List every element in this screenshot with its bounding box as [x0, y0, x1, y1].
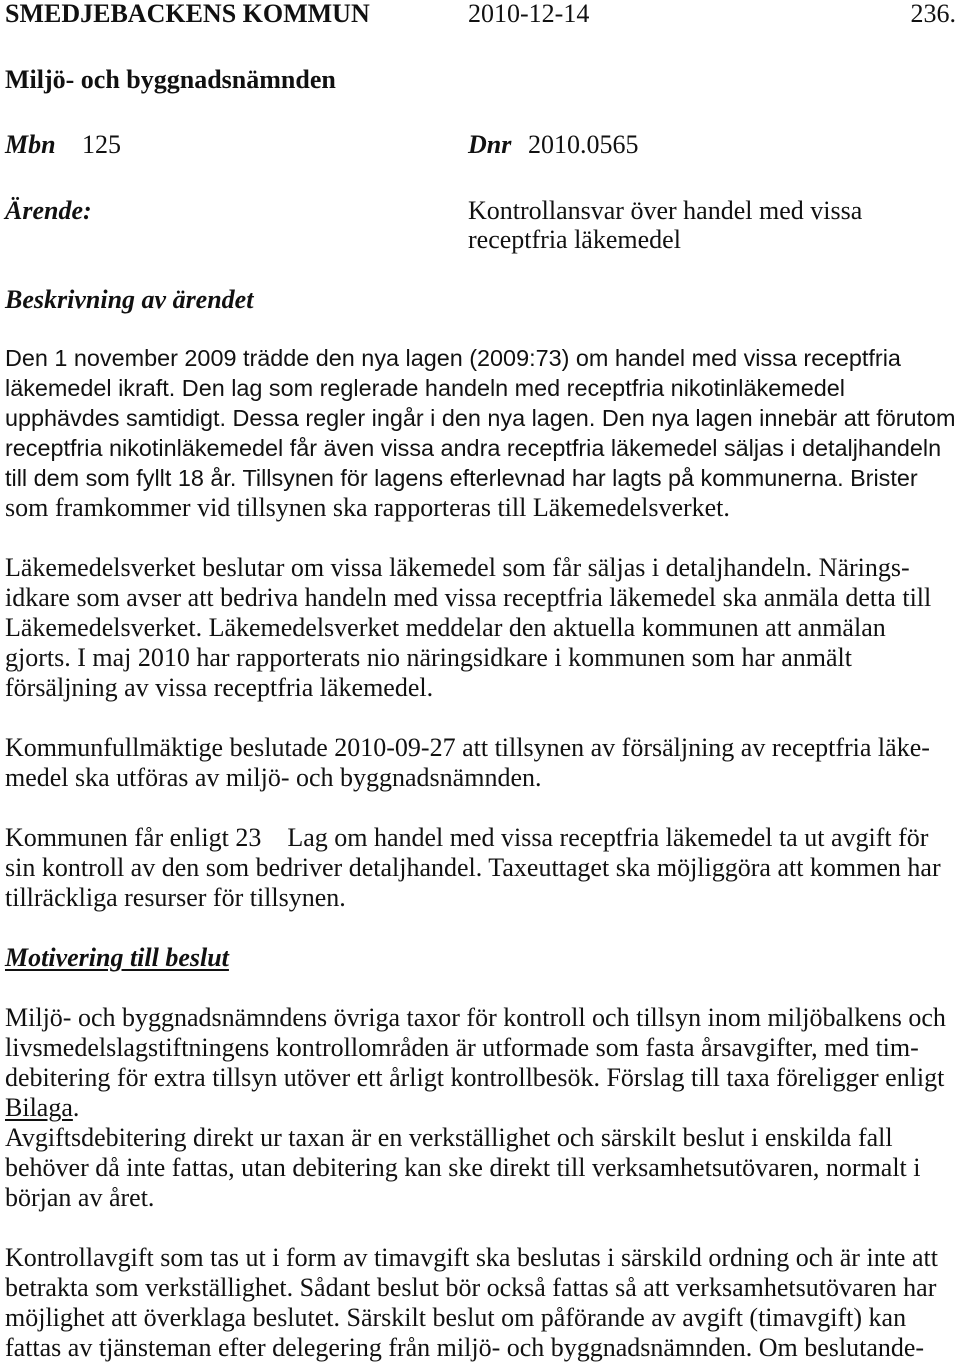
- body-text-line: livsmedelslagstiftningens kontrollområden är utformade som fasta årsavgifter, med tim-: [5, 1033, 919, 1062]
- section-heading-motivation: Motivering till beslut: [5, 943, 229, 972]
- dnr-number: 2010.0565: [528, 130, 639, 159]
- paragraph: [5, 1243, 956, 1363]
- matter-title-line: receptfria läkemedel: [468, 225, 681, 254]
- body-text-line: försäljning av vissa receptfria läkemedel.: [5, 673, 434, 702]
- body-text-line: som framkommer vid tillsynen ska rapporteras till Läkemedelsverket.: [5, 493, 730, 522]
- document-date: 2010-12-14: [468, 0, 590, 28]
- body-text-line: upphävdes samtidigt. Dessa regler ingår i den nya lagen. Den nya lagen innebär att förutom: [5, 405, 956, 431]
- body-text-line: betrakta som verkställighet. Sådant beslut bör också fattas så att verksamhetsutövaren har: [5, 1273, 937, 1302]
- body-text-line: fattas av tjänsteman efter delegering från miljö- och byggnadsnämnden. Om beslutande-: [5, 1333, 925, 1362]
- body-text-line: möjlighet att överklaga beslutet. Särskilt beslut om påförande av avgift (timavgift) kan: [5, 1303, 907, 1332]
- paragraph: [5, 1003, 956, 1213]
- body-text-line: behöver då inte fattas, utan debitering kan ske direkt till verksamhetsutövaren, normalt i: [5, 1153, 921, 1182]
- paragraph-spacer: [5, 523, 956, 553]
- body-text-line: Kommunfullmäktige beslutade 2010-09-27 att tillsynen av försäljning av receptfria läke-: [5, 733, 930, 762]
- paragraph-spacer: [5, 973, 956, 1003]
- municipality-name: SMEDJEBACKENS KOMMUN: [5, 0, 370, 28]
- mbn-number: 125: [82, 130, 121, 159]
- matter-title-line: Kontrollansvar över handel med vissa: [468, 196, 863, 225]
- body-text-line: debitering för extra tillsyn utöver ett årligt kontrollbesök. Förslag till taxa föreligger enligt: [5, 1063, 945, 1092]
- paragraph: [5, 553, 956, 703]
- body-text-line: Kommunen får enligt 23 Lag om handel med vissa receptfria läkemedel ta ut avgift för: [5, 823, 929, 852]
- body-text-line: gjorts. I maj 2010 har rapporterats nio näringsidkare i kommunen som har anmält: [5, 643, 852, 672]
- matter-label: Ärende:: [5, 196, 92, 225]
- paragraph: [5, 823, 956, 913]
- body-text-line: läkemedel ikraft. Den lag som reglerade handeln med receptfria nikotinläkemedel: [5, 375, 845, 401]
- body-text-line: Kontrollavgift som tas ut i form av timavgift ska beslutas i särskild ordning och är inte att: [5, 1243, 938, 1272]
- body-text-line: Läkemedelsverket. Läkemedelsverket meddelar den aktuella kommunen att anmälan: [5, 613, 886, 642]
- body-text-line: tillräckliga resurser för tillsynen.: [5, 883, 346, 912]
- body-text-line: till dem som fyllt 18 år. Tillsynen för lagens efterlevnad har lagts på kommunerna. Brister: [5, 465, 918, 491]
- body-text-line: idkare som avser att bedriva handeln med vissa receptfria läkemedel ska anmäla detta till: [5, 583, 932, 612]
- dnr-label: Dnr: [468, 130, 512, 159]
- paragraph-spacer: [5, 703, 956, 733]
- body-text-line: receptfria nikotinläkemedel får även vissa andra receptfria läkemedel säljas i detaljhandeln: [5, 435, 942, 461]
- body-text-line: medel ska utföras av miljö- och byggnadsnämnden.: [5, 763, 542, 792]
- paragraph-spacer: [5, 1213, 956, 1243]
- body-text-line: början av året.: [5, 1183, 155, 1212]
- body-text-line: sin kontroll av den som bedriver detaljhandel. Taxeuttaget ska möjliggöra att kommen har: [5, 853, 941, 882]
- body-text-line: Den 1 november 2009 trädde den nya lagen (2009:73) om handel med vissa receptfria: [5, 345, 901, 371]
- mbn-label: Mbn: [5, 130, 56, 159]
- paragraph: [5, 733, 956, 793]
- document-body: [5, 343, 956, 1363]
- paragraph: [5, 343, 956, 523]
- committee-name: Miljö- och byggnadsnämnden: [5, 65, 336, 94]
- body-text-line: Läkemedelsverket beslutar om vissa läkemedel som får säljas i detaljhandeln. Närings-: [5, 553, 910, 582]
- body-text-line: Miljö- och byggnadsnämndens övriga taxor för kontroll och tillsyn inom miljöbalkens och: [5, 1003, 946, 1032]
- body-text: .: [72, 1093, 80, 1122]
- paragraph-spacer: [5, 793, 956, 823]
- body-text-line: Avgiftsdebitering direkt ur taxan är en verkställighet och särskilt beslut i enskilda fall: [5, 1123, 893, 1152]
- body-text-line: [5, 1093, 956, 1123]
- section-heading-description: Beskrivning av ärendet: [5, 285, 254, 314]
- paragraph-spacer: [5, 913, 956, 943]
- attachment-reference: Bilaga: [5, 1093, 73, 1122]
- page-number: 236.: [910, 0, 956, 28]
